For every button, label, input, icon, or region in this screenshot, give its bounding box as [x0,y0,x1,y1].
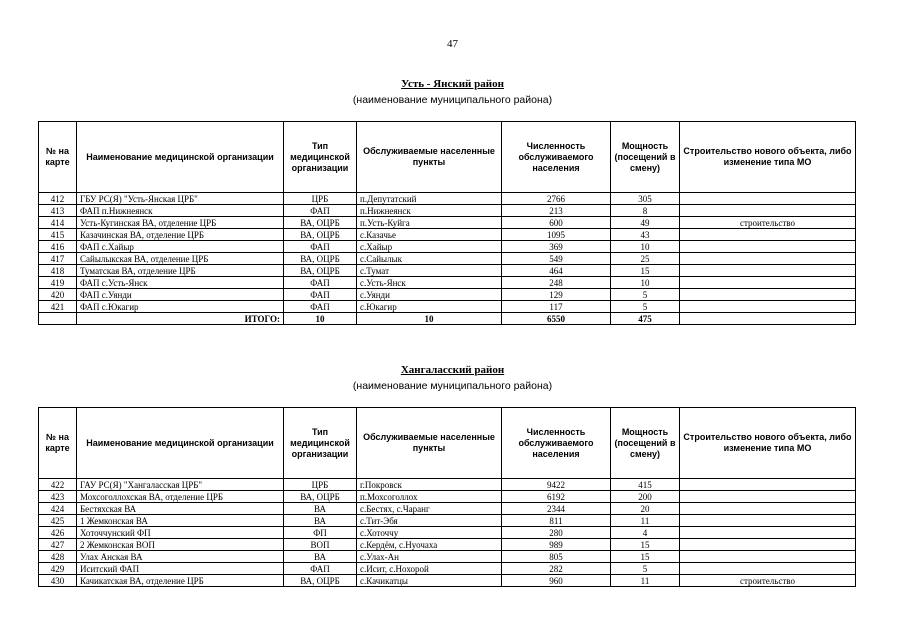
cell-population: 2344 [502,503,611,515]
header-org-name: Наименование медицинской организации [77,122,284,193]
cell-map-no: 423 [39,491,77,503]
cell-map-no: 413 [39,205,77,217]
cell-org-name: Хоточчунский ФП [77,527,284,539]
header-capacity: Мощность (посещений в смену) [611,122,680,193]
table-row [39,289,856,301]
cell-population: 282 [502,563,611,575]
cell-served-points: с.Усть-Янск [357,277,502,289]
cell-served-points: п.Усть-Куйга [357,217,502,229]
cell-population: 2766 [502,193,611,205]
cell-construction [680,551,856,563]
cell-org-name: Туматская ВА, отделение ЦРБ [77,265,284,277]
cell-org-name: Улах Анская ВА [77,551,284,563]
cell-org-name: ФАП с.Хайыр [77,241,284,253]
cell-construction [680,479,856,491]
cell-capacity: 15 [611,551,680,563]
table-row [39,527,856,539]
header-map-no: № на карте [39,122,77,193]
total-row [39,313,856,325]
cell-construction: строительство [680,217,856,229]
total-empty-cell [680,313,856,325]
header-population: Численность обслуживаемого населения [502,122,611,193]
cell-capacity: 11 [611,515,680,527]
header-population: Численность обслуживаемого населения [502,408,611,479]
cell-org-type: ФАП [284,289,357,301]
cell-population: 129 [502,289,611,301]
cell-served-points: с.Улах-Ан [357,551,502,563]
cell-population: 369 [502,241,611,253]
cell-map-no: 416 [39,241,77,253]
header-map-no: № на карте [39,408,77,479]
cell-map-no: 427 [39,539,77,551]
cell-construction [680,193,856,205]
table-row [39,479,856,491]
cell-org-name: ФАП с.Уянди [77,289,284,301]
cell-construction [680,289,856,301]
table-row [39,551,856,563]
cell-population: 1095 [502,229,611,241]
cell-org-type: ЦРБ [284,479,357,491]
cell-map-no: 417 [39,253,77,265]
table-row [39,539,856,551]
cell-served-points: с.Тумат [357,265,502,277]
cell-org-name: Иситский ФАП [77,563,284,575]
cell-construction [680,301,856,313]
cell-capacity: 5 [611,563,680,575]
cell-capacity: 5 [611,289,680,301]
cell-capacity: 305 [611,193,680,205]
cell-served-points: г.Покровск [357,479,502,491]
cell-capacity: 20 [611,503,680,515]
cell-org-name: Бестяхская ВА [77,503,284,515]
cell-map-no: 426 [39,527,77,539]
cell-construction [680,539,856,551]
cell-served-points: с.Сайылык [357,253,502,265]
cell-population: 117 [502,301,611,313]
cell-map-no: 414 [39,217,77,229]
cell-construction [680,205,856,217]
total-org-type: 10 [284,313,357,325]
cell-org-type: ФАП [284,563,357,575]
cell-org-type: ФАП [284,277,357,289]
cell-capacity: 4 [611,527,680,539]
cell-population: 960 [502,575,611,587]
cell-org-type: ФАП [284,241,357,253]
table-row [39,229,856,241]
cell-org-type: ВА, ОЦРБ [284,575,357,587]
header-served-points: Обслуживаемые населенные пункты [357,122,502,193]
cell-org-type: ВА, ОЦРБ [284,265,357,277]
cell-population: 280 [502,527,611,539]
cell-org-type: ВА [284,503,357,515]
cell-population: 9422 [502,479,611,491]
total-label: ИТОГО: [77,313,284,325]
cell-population: 464 [502,265,611,277]
cell-map-no: 419 [39,277,77,289]
table-row [39,265,856,277]
cell-construction [680,277,856,289]
total-empty-cell [39,313,77,325]
cell-map-no: 420 [39,289,77,301]
total-population: 6550 [502,313,611,325]
table-row [39,575,856,587]
header-org-type: Тип медицинской организации [284,408,357,479]
cell-capacity: 15 [611,539,680,551]
cell-capacity: 10 [611,241,680,253]
cell-org-name: ГАУ РС(Я) "Хангаласская ЦРБ" [77,479,284,491]
cell-org-name: ГБУ РС(Я) "Усть-Янская ЦРБ" [77,193,284,205]
cell-served-points: с.Казачье [357,229,502,241]
cell-org-name: Усть-Кугинская ВА, отделение ЦРБ [77,217,284,229]
cell-served-points: с.Качикатцы [357,575,502,587]
cell-construction [680,253,856,265]
total-capacity: 475 [611,313,680,325]
table-row [39,253,856,265]
cell-construction [680,241,856,253]
cell-served-points: п.Нижнеянск [357,205,502,217]
cell-org-type: ВОП [284,539,357,551]
cell-served-points: с.Кердём, с.Нуочаха [357,539,502,551]
cell-map-no: 422 [39,479,77,491]
cell-org-type: ЦРБ [284,193,357,205]
cell-construction [680,265,856,277]
table-row [39,515,856,527]
cell-org-type: ВА [284,515,357,527]
cell-capacity: 43 [611,229,680,241]
cell-org-type: ВА, ОЦРБ [284,229,357,241]
cell-capacity: 11 [611,575,680,587]
cell-org-name: ФАП с.Усть-Янск [77,277,284,289]
table-row [39,193,856,205]
cell-map-no: 430 [39,575,77,587]
header-org-name: Наименование медицинской организации [77,408,284,479]
cell-population: 6192 [502,491,611,503]
cell-served-points: п.Мохсоголлох [357,491,502,503]
cell-population: 811 [502,515,611,527]
cell-population: 248 [502,277,611,289]
cell-org-name: Качикатская ВА, отделение ЦРБ [77,575,284,587]
cell-org-name: ФАП с.Юкагир [77,301,284,313]
cell-population: 549 [502,253,611,265]
cell-org-type: ВА, ОЦРБ [284,253,357,265]
table-row [39,503,856,515]
cell-org-name: 2 Жемконская ВОП [77,539,284,551]
region-table-khangalassky [38,407,856,587]
table-row [39,277,856,289]
cell-org-type: ВА, ОЦРБ [284,491,357,503]
region-subtitle: (наименование муниципального района) [352,94,553,106]
cell-construction: строительство [680,575,856,587]
header-capacity: Мощность (посещений в смену) [611,408,680,479]
header-org-type: Тип медицинской организации [284,122,357,193]
cell-capacity: 200 [611,491,680,503]
cell-capacity: 415 [611,479,680,491]
cell-construction [680,527,856,539]
cell-construction [680,515,856,527]
cell-construction [680,503,856,515]
cell-org-type: ВА [284,551,357,563]
table-header-row [39,408,856,479]
cell-map-no: 428 [39,551,77,563]
table-row [39,301,856,313]
cell-map-no: 424 [39,503,77,515]
cell-org-name: ФАП п.Нижнеянск [77,205,284,217]
cell-org-type: ВА, ОЦРБ [284,217,357,229]
cell-org-name: Казачинская ВА, отделение ЦРБ [77,229,284,241]
cell-org-name: Мохсоголлохская ВА, отделение ЦРБ [77,491,284,503]
cell-map-no: 421 [39,301,77,313]
cell-capacity: 15 [611,265,680,277]
cell-population: 213 [502,205,611,217]
cell-served-points: с.Уянди [357,289,502,301]
cell-capacity: 8 [611,205,680,217]
cell-org-name: Сайылыкская ВА, отделение ЦРБ [77,253,284,265]
cell-population: 989 [502,539,611,551]
cell-served-points: с.Тит-Эбя [357,515,502,527]
cell-org-type: ФАП [284,205,357,217]
header-served-points: Обслуживаемые населенные пункты [357,408,502,479]
region-title-ust-yansky: Усть - Янский район [401,78,504,90]
cell-construction [680,491,856,503]
cell-org-name: 1 Жемконская ВА [77,515,284,527]
cell-org-type: ФП [284,527,357,539]
cell-served-points: с.Исит, с.Нохорой [357,563,502,575]
cell-map-no: 415 [39,229,77,241]
region-title-khangalassky: Хангаласский район [400,364,505,376]
cell-capacity: 10 [611,277,680,289]
cell-served-points: с.Юкагир [357,301,502,313]
cell-org-type: ФАП [284,301,357,313]
cell-map-no: 412 [39,193,77,205]
total-served-points: 10 [357,313,502,325]
table-header-row [39,122,856,193]
cell-capacity: 49 [611,217,680,229]
cell-served-points: п.Депутатский [357,193,502,205]
table-row [39,241,856,253]
cell-capacity: 5 [611,301,680,313]
cell-map-no: 418 [39,265,77,277]
header-construction: Строительство нового объекта, либо изменение типа МО [680,122,856,193]
header-construction: Строительство нового объекта, либо изменение типа МО [680,408,856,479]
table-row [39,491,856,503]
table-row [39,563,856,575]
cell-served-points: с.Бестях, с.Чаранг [357,503,502,515]
table-row [39,217,856,229]
region-table-ust-yansky [38,121,856,325]
cell-population: 600 [502,217,611,229]
region-subtitle: (наименование муниципального района) [352,380,553,392]
cell-served-points: с.Хайыр [357,241,502,253]
cell-population: 805 [502,551,611,563]
table-row [39,205,856,217]
cell-construction [680,563,856,575]
cell-map-no: 429 [39,563,77,575]
cell-served-points: с.Хоточчу [357,527,502,539]
cell-capacity: 25 [611,253,680,265]
page-number: 47 [447,38,458,50]
cell-map-no: 425 [39,515,77,527]
cell-construction [680,229,856,241]
